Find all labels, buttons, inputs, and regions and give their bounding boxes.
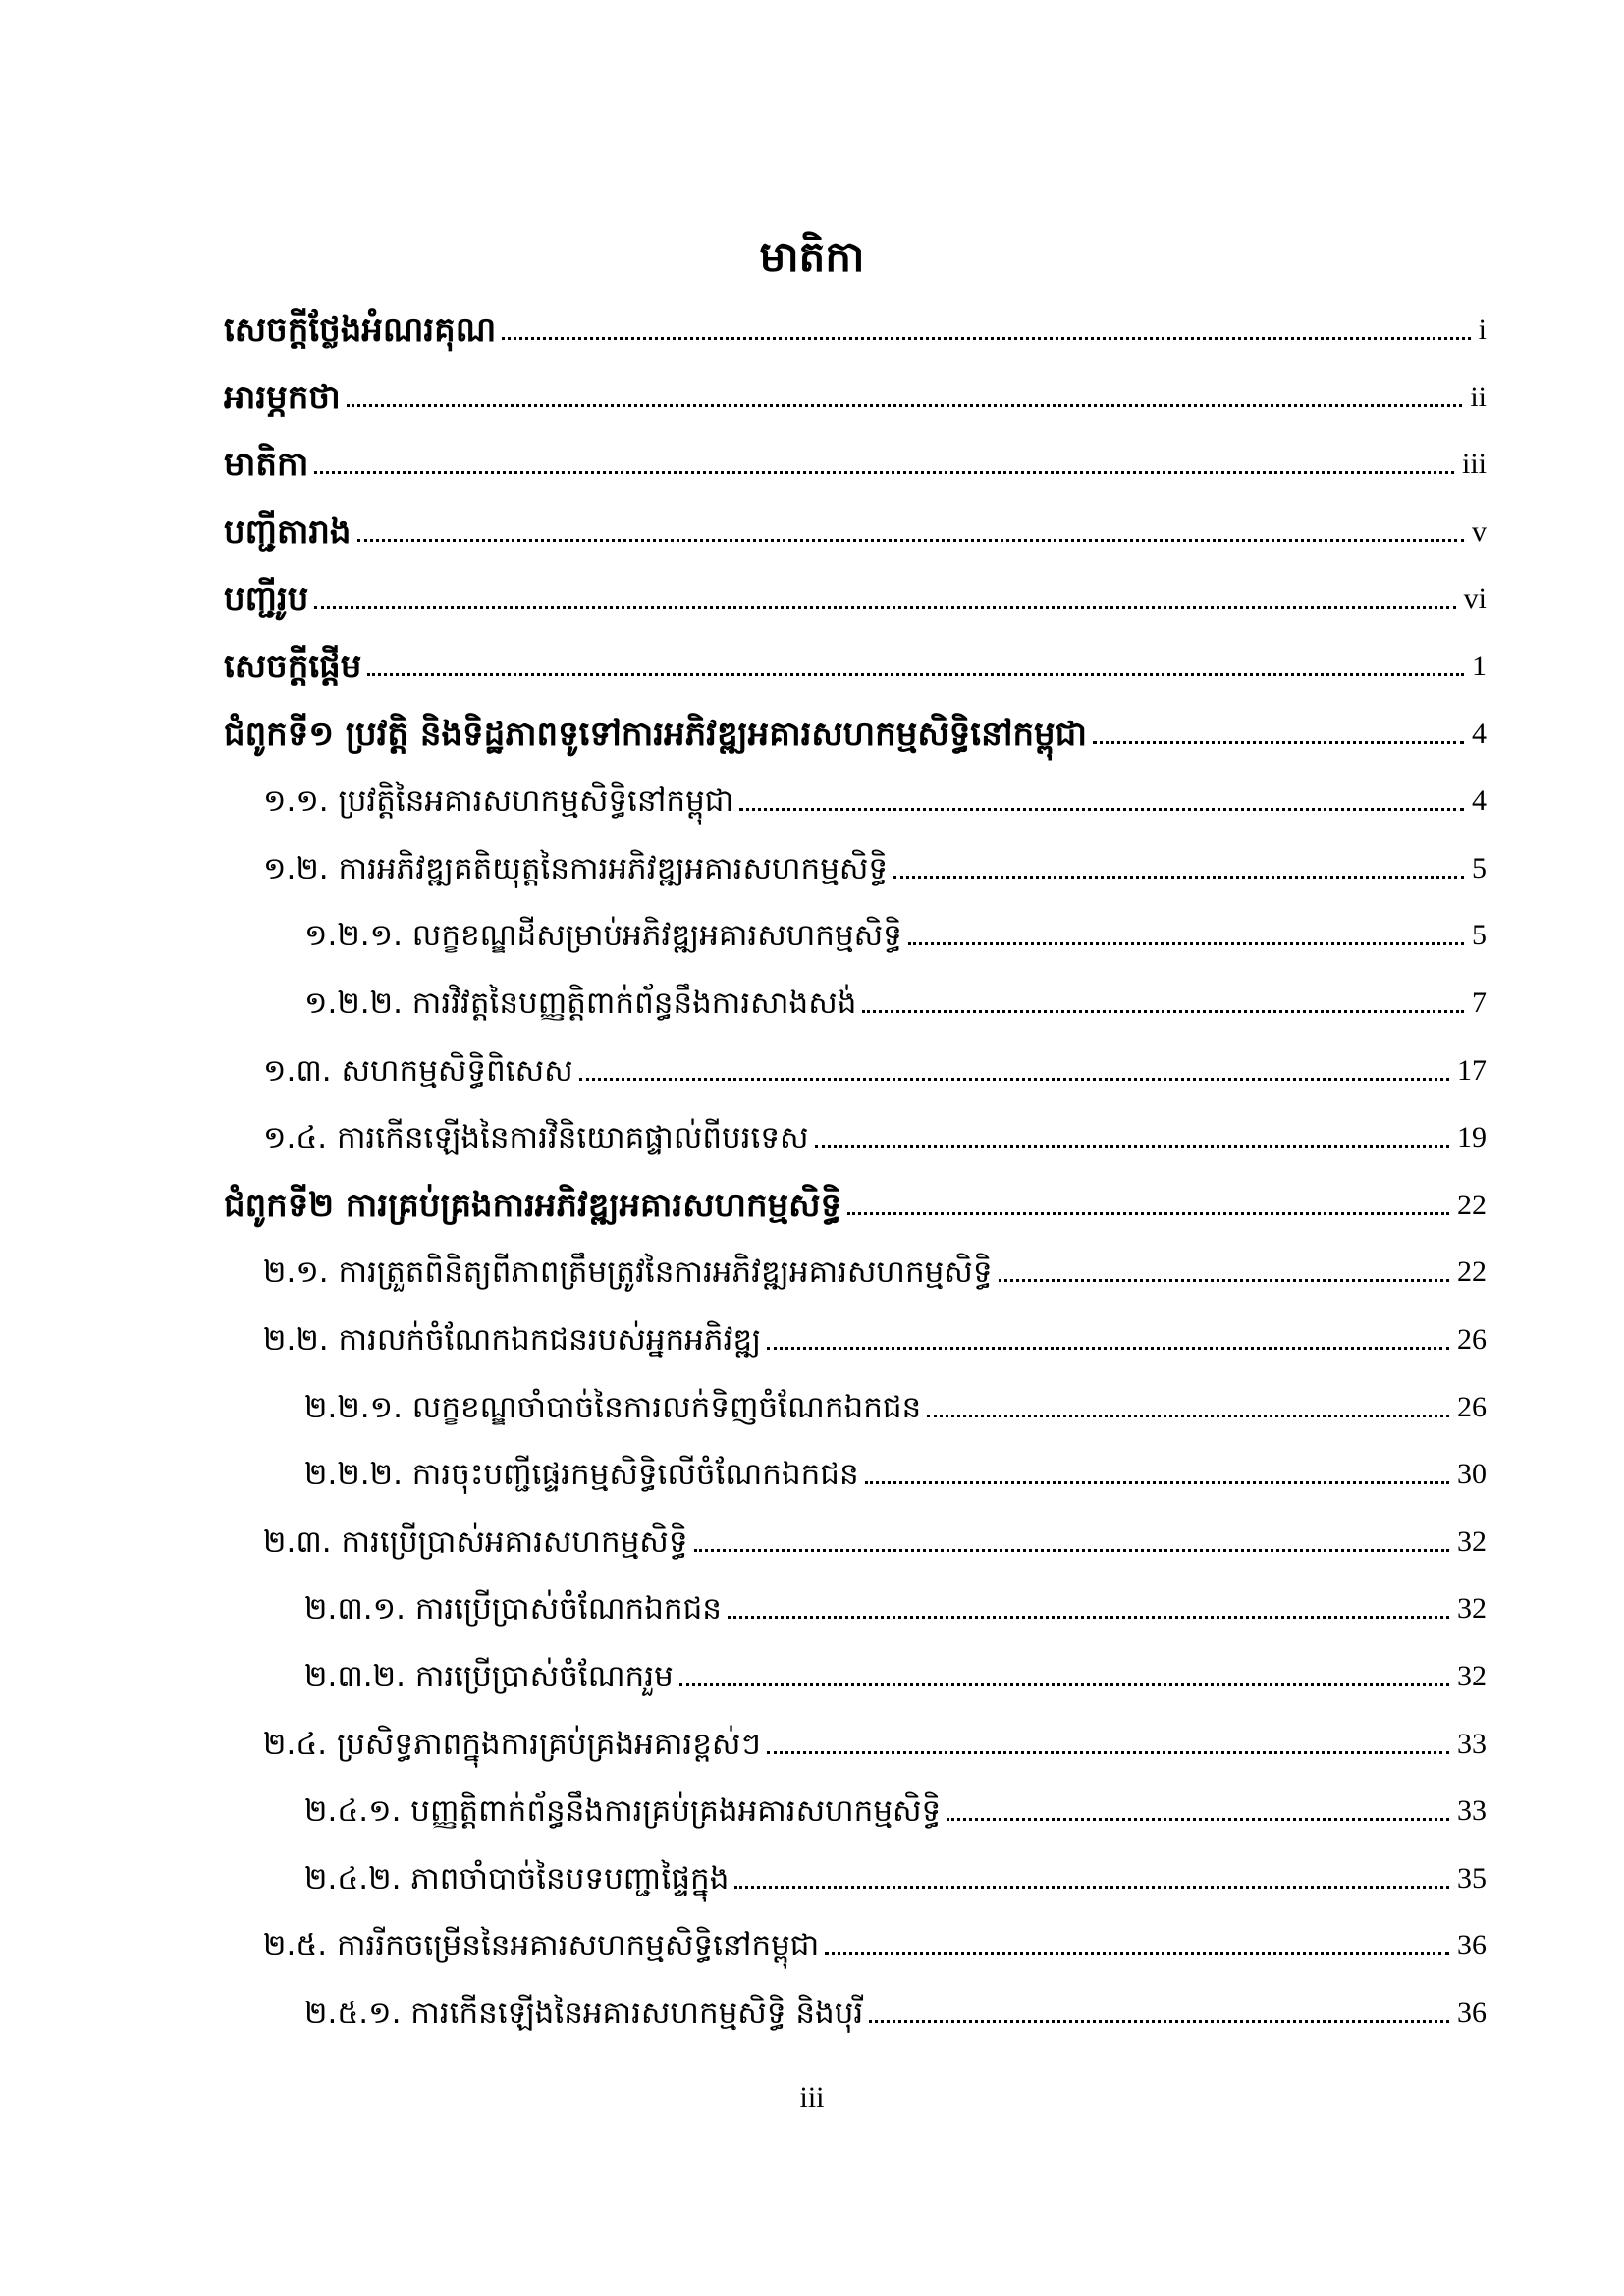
- toc-entry-label: ២.១. ការត្រួតពិនិត្យពីភាពត្រឹមត្រូវនៃការអភិវឌ្ឍអគារសហកម្មសិទ្ធិ: [263, 1255, 993, 1290]
- dot-leader: [694, 1549, 1449, 1552]
- dot-leader: [847, 1212, 1449, 1215]
- toc-entry-label: អារម្ភកថា: [224, 378, 341, 417]
- toc-entry-label: ២.៣. ការប្រើប្រាស់អគារសហកម្មសិទ្ធិ: [263, 1524, 688, 1560]
- toc-entry-page: 32: [1457, 1525, 1487, 1558]
- toc-entry-label: ២.២.២. ការចុះបញ្ជីផ្ទេរកម្មសិទ្ធិលើចំណែកឯកជន: [304, 1457, 859, 1492]
- dot-leader: [739, 808, 1464, 811]
- dot-leader: [314, 471, 1454, 474]
- dot-leader: [869, 2020, 1449, 2023]
- toc-entry-page: 5: [1472, 919, 1487, 951]
- page-title: មាតិកា: [759, 233, 865, 281]
- toc-entry-page: v: [1472, 515, 1487, 548]
- toc-entry-page: 32: [1457, 1592, 1487, 1625]
- toc-entry-page: 7: [1472, 987, 1487, 1019]
- toc-section-entry[interactable]: [263, 833, 1487, 892]
- toc-entry-label: ១.២.១. លក្ខខណ្ឌដីសម្រាប់អភិវឌ្ឍអគារសហកម្មសិទ្ធិ: [304, 918, 902, 953]
- toc-entry-page: 30: [1457, 1458, 1487, 1490]
- toc-entry-page: 36: [1457, 1997, 1487, 2029]
- toc-entry-label: ១.៣. សហកម្មសិទ្ធិពិសេស: [263, 1053, 573, 1089]
- dot-leader: [347, 404, 1463, 407]
- toc-entry-page: 4: [1472, 718, 1487, 750]
- dot-leader: [314, 606, 1455, 609]
- toc-entry-page: 22: [1457, 1189, 1487, 1221]
- toc-section-entry[interactable]: [263, 1305, 1487, 1363]
- toc-heading-entry[interactable]: [224, 563, 1487, 622]
- dot-leader: [908, 942, 1464, 945]
- toc-entry-label: បញ្ជីតារាង: [224, 512, 352, 552]
- toc-section-entry[interactable]: [263, 1102, 1487, 1161]
- toc-entry-page: ii: [1470, 381, 1487, 413]
- dot-leader: [893, 876, 1464, 879]
- toc-heading-entry[interactable]: [224, 429, 1487, 488]
- toc-entry-label: ១.៤. ការកើនឡើងនៃការវិនិយោគផ្ទាល់ពីបរទេស: [263, 1120, 809, 1155]
- toc-entry-page: 26: [1457, 1323, 1487, 1356]
- toc-subsection-entry[interactable]: [304, 900, 1487, 959]
- toc-section-entry[interactable]: [263, 1036, 1487, 1095]
- toc-entry-label: ២.២.១. លក្ខខណ្ឌចាំបាច់នៃការលក់ទិញចំណែកឯកជន: [304, 1390, 922, 1425]
- toc-section-entry[interactable]: [263, 1709, 1487, 1768]
- toc-entry-page: 33: [1457, 1728, 1487, 1760]
- toc-subsection-entry[interactable]: [304, 968, 1487, 1027]
- dot-leader: [728, 1616, 1449, 1619]
- toc-entry-label: ២.៤.១. បញ្ញត្តិពាក់ព័ន្ធនឹងការគ្រប់គ្រងអគារសហកម្មសិទ្ធិ: [304, 1793, 942, 1829]
- toc-subsection-entry[interactable]: [304, 1843, 1487, 1902]
- toc-heading-entry[interactable]: [224, 631, 1487, 690]
- toc-subsection-entry[interactable]: [304, 1776, 1487, 1835]
- toc-entry-label: ២.៣.១. ការប្រើប្រាស់ចំណែកឯកជន: [304, 1591, 722, 1627]
- toc-entry-label: ២.៣.២. ការប្រើប្រាស់ចំណែករួម: [304, 1659, 674, 1694]
- dot-leader: [502, 337, 1470, 340]
- dot-leader: [815, 1145, 1449, 1148]
- toc-entry-label: ១.២. ការអភិវឌ្ឍគតិយុត្តនៃការអភិវឌ្ឍអគារសហកម្មសិទ្ធិ: [263, 851, 889, 886]
- toc-entry-label: ២.២. ការលក់ចំណែកឯកជនរបស់អ្នកអភិវឌ្ឍ: [263, 1322, 762, 1358]
- toc-entry-page: iii: [1461, 448, 1487, 480]
- dot-leader: [767, 1347, 1449, 1350]
- toc-entry-label: ២.៥.១. ការកើនឡើងនៃអគារសហកម្មសិទ្ធិ និងបុរី: [304, 1996, 864, 2031]
- toc-entry-label: មាតិកា: [224, 445, 309, 484]
- toc-heading-entry[interactable]: [224, 497, 1487, 556]
- toc-heading-entry[interactable]: [224, 294, 1487, 353]
- toc-subsection-entry[interactable]: [304, 1439, 1487, 1498]
- dot-leader: [927, 1415, 1449, 1417]
- toc-heading-entry[interactable]: [224, 1170, 1487, 1229]
- toc-entry-label: សេចក្តីផ្តើម: [224, 647, 362, 686]
- toc-entry-page: 35: [1457, 1862, 1487, 1895]
- toc-subsection-entry[interactable]: [304, 1641, 1487, 1700]
- toc-entry-label: សេចក្តីថ្លែងអំណរគុណ: [224, 310, 497, 349]
- toc-entry-label: ជំពូកទី២ ការគ្រប់គ្រងការអភិវឌ្ឍអគារសហកម្មសិទ្ធិ: [224, 1186, 842, 1225]
- toc-entry-label: ២.៤.២. ភាពចាំបាច់នៃបទបញ្ជាផ្ទៃក្នុង: [304, 1861, 730, 1896]
- toc-entry-label: ១.១. ប្រវត្តិនៃអគារសហកម្មសិទ្ធិនៅកម្ពុជា: [263, 783, 734, 819]
- toc-subsection-entry[interactable]: [304, 1978, 1487, 2037]
- toc-entry-page: 22: [1457, 1255, 1487, 1288]
- dot-leader: [825, 1952, 1449, 1955]
- toc-entry-page: i: [1478, 313, 1487, 346]
- toc-entry-page: 36: [1457, 1929, 1487, 1961]
- toc-heading-entry[interactable]: [224, 699, 1487, 758]
- dot-leader: [734, 1886, 1449, 1889]
- toc-entry-page: 17: [1457, 1054, 1487, 1087]
- toc-section-entry[interactable]: [263, 1507, 1487, 1566]
- toc-entry-page: 19: [1457, 1121, 1487, 1153]
- toc-heading-entry[interactable]: [224, 362, 1487, 421]
- toc-entry-page: 5: [1472, 852, 1487, 884]
- toc-entry-page: 4: [1472, 784, 1487, 817]
- toc-entry-label: ២.៥. ការរីកចម្រើននៃអគារសហកម្មសិទ្ធិនៅកម្ពុជា: [263, 1928, 820, 1963]
- dot-leader: [367, 673, 1464, 676]
- toc-entry-page: 26: [1457, 1391, 1487, 1423]
- toc-entry-page: vi: [1463, 582, 1487, 614]
- toc-subsection-entry[interactable]: [304, 1574, 1487, 1632]
- dot-leader: [767, 1751, 1449, 1754]
- dot-leader: [947, 1818, 1449, 1821]
- toc-entry-page: 33: [1457, 1794, 1487, 1827]
- toc-section-entry[interactable]: [263, 1910, 1487, 1969]
- dot-leader: [579, 1078, 1449, 1081]
- dot-leader: [865, 1481, 1449, 1484]
- toc-entry-label: ជំពូកទី១ ប្រវត្តិ និងទិដ្ឋភាពទូទៅការអភិវឌ្ឍអគារសហកម្មសិទ្ធិនៅកម្ពុជា: [224, 715, 1087, 754]
- toc-entry-label: ១.២.២. ការវិវត្តនៃបញ្ញត្តិពាក់ព័ន្ធនឹងការសាងសង់: [304, 986, 857, 1021]
- page-number: iii: [799, 2081, 825, 2113]
- toc-subsection-entry[interactable]: [304, 1372, 1487, 1431]
- dot-leader: [1093, 741, 1464, 744]
- toc-entry-label: ២.៤. ប្រសិទ្ធភាពក្នុងការគ្រប់គ្រងអគារខ្ពស់ៗ: [263, 1727, 761, 1762]
- dot-leader: [999, 1279, 1449, 1282]
- toc-section-entry[interactable]: [263, 766, 1487, 825]
- dot-leader: [357, 539, 1465, 542]
- toc-entry-label: បញ្ជីរូប: [224, 579, 309, 618]
- toc-section-entry[interactable]: [263, 1237, 1487, 1296]
- dot-leader: [862, 1010, 1464, 1013]
- dot-leader: [679, 1683, 1449, 1686]
- toc-entry-page: 32: [1457, 1660, 1487, 1692]
- toc-entry-page: 1: [1472, 650, 1487, 682]
